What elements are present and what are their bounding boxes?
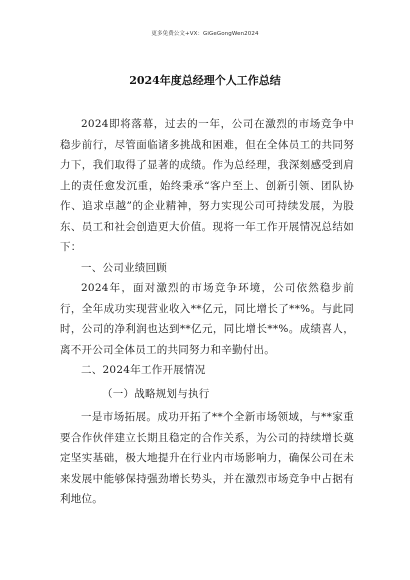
section-2-subheading-1: （一）战略规划与执行	[102, 387, 210, 400]
section-2-sub-1-paragraph: 一是市场拓展。成功开拓了**个全新市场领域，与**家重要合作伙伴建立长期且稳定的合作关系，为公司的持续增长奠定坚实基础，极大地提升在行业内市场影响力，确保公司在未来发展中能够保持强劲增长势头，并在激烈市场竞争中占据有利地位。	[60, 411, 354, 505]
section-2-subheading-wrapper	[60, 384, 354, 405]
section-1-heading: 一、公司业绩回顾	[81, 261, 167, 274]
document-body	[60, 114, 354, 510]
section-2-heading: 二、2024年工作开展情况	[81, 364, 206, 376]
promo-header: 更多免费公文+VX：GiGeGongWen2024	[151, 31, 259, 37]
document-title: 2024年度总经理个人工作总结	[129, 74, 281, 87]
intro-paragraph: 2024即将落幕，过去的一年，公司在激烈的市场竞争中稳步前行，尽管面临诸多挑战和困难，但在全体员工的共同努力下，我们取得了显著的成绩。作为总经理，我深刻感受到肩上的责任愈发沉重，始终秉承“客户至上、创新引领、团队协作、追求卓越”的企业精神，努力实现公司可持续发展，为股东、员工和社会创造更大价值。现将一年工作开展情况总结如下：	[60, 118, 354, 253]
section-1-paragraph: 2024年，面对激烈的市场竞争环境，公司依然稳步前行，全年成功实现营业收入**亿元，同比增长了**%。与此同时，公司的净利润也达到**亿元，同比增长**%。成绩喜人，离不开公司全体员工的共同努力和辛勤付出。	[60, 282, 354, 356]
